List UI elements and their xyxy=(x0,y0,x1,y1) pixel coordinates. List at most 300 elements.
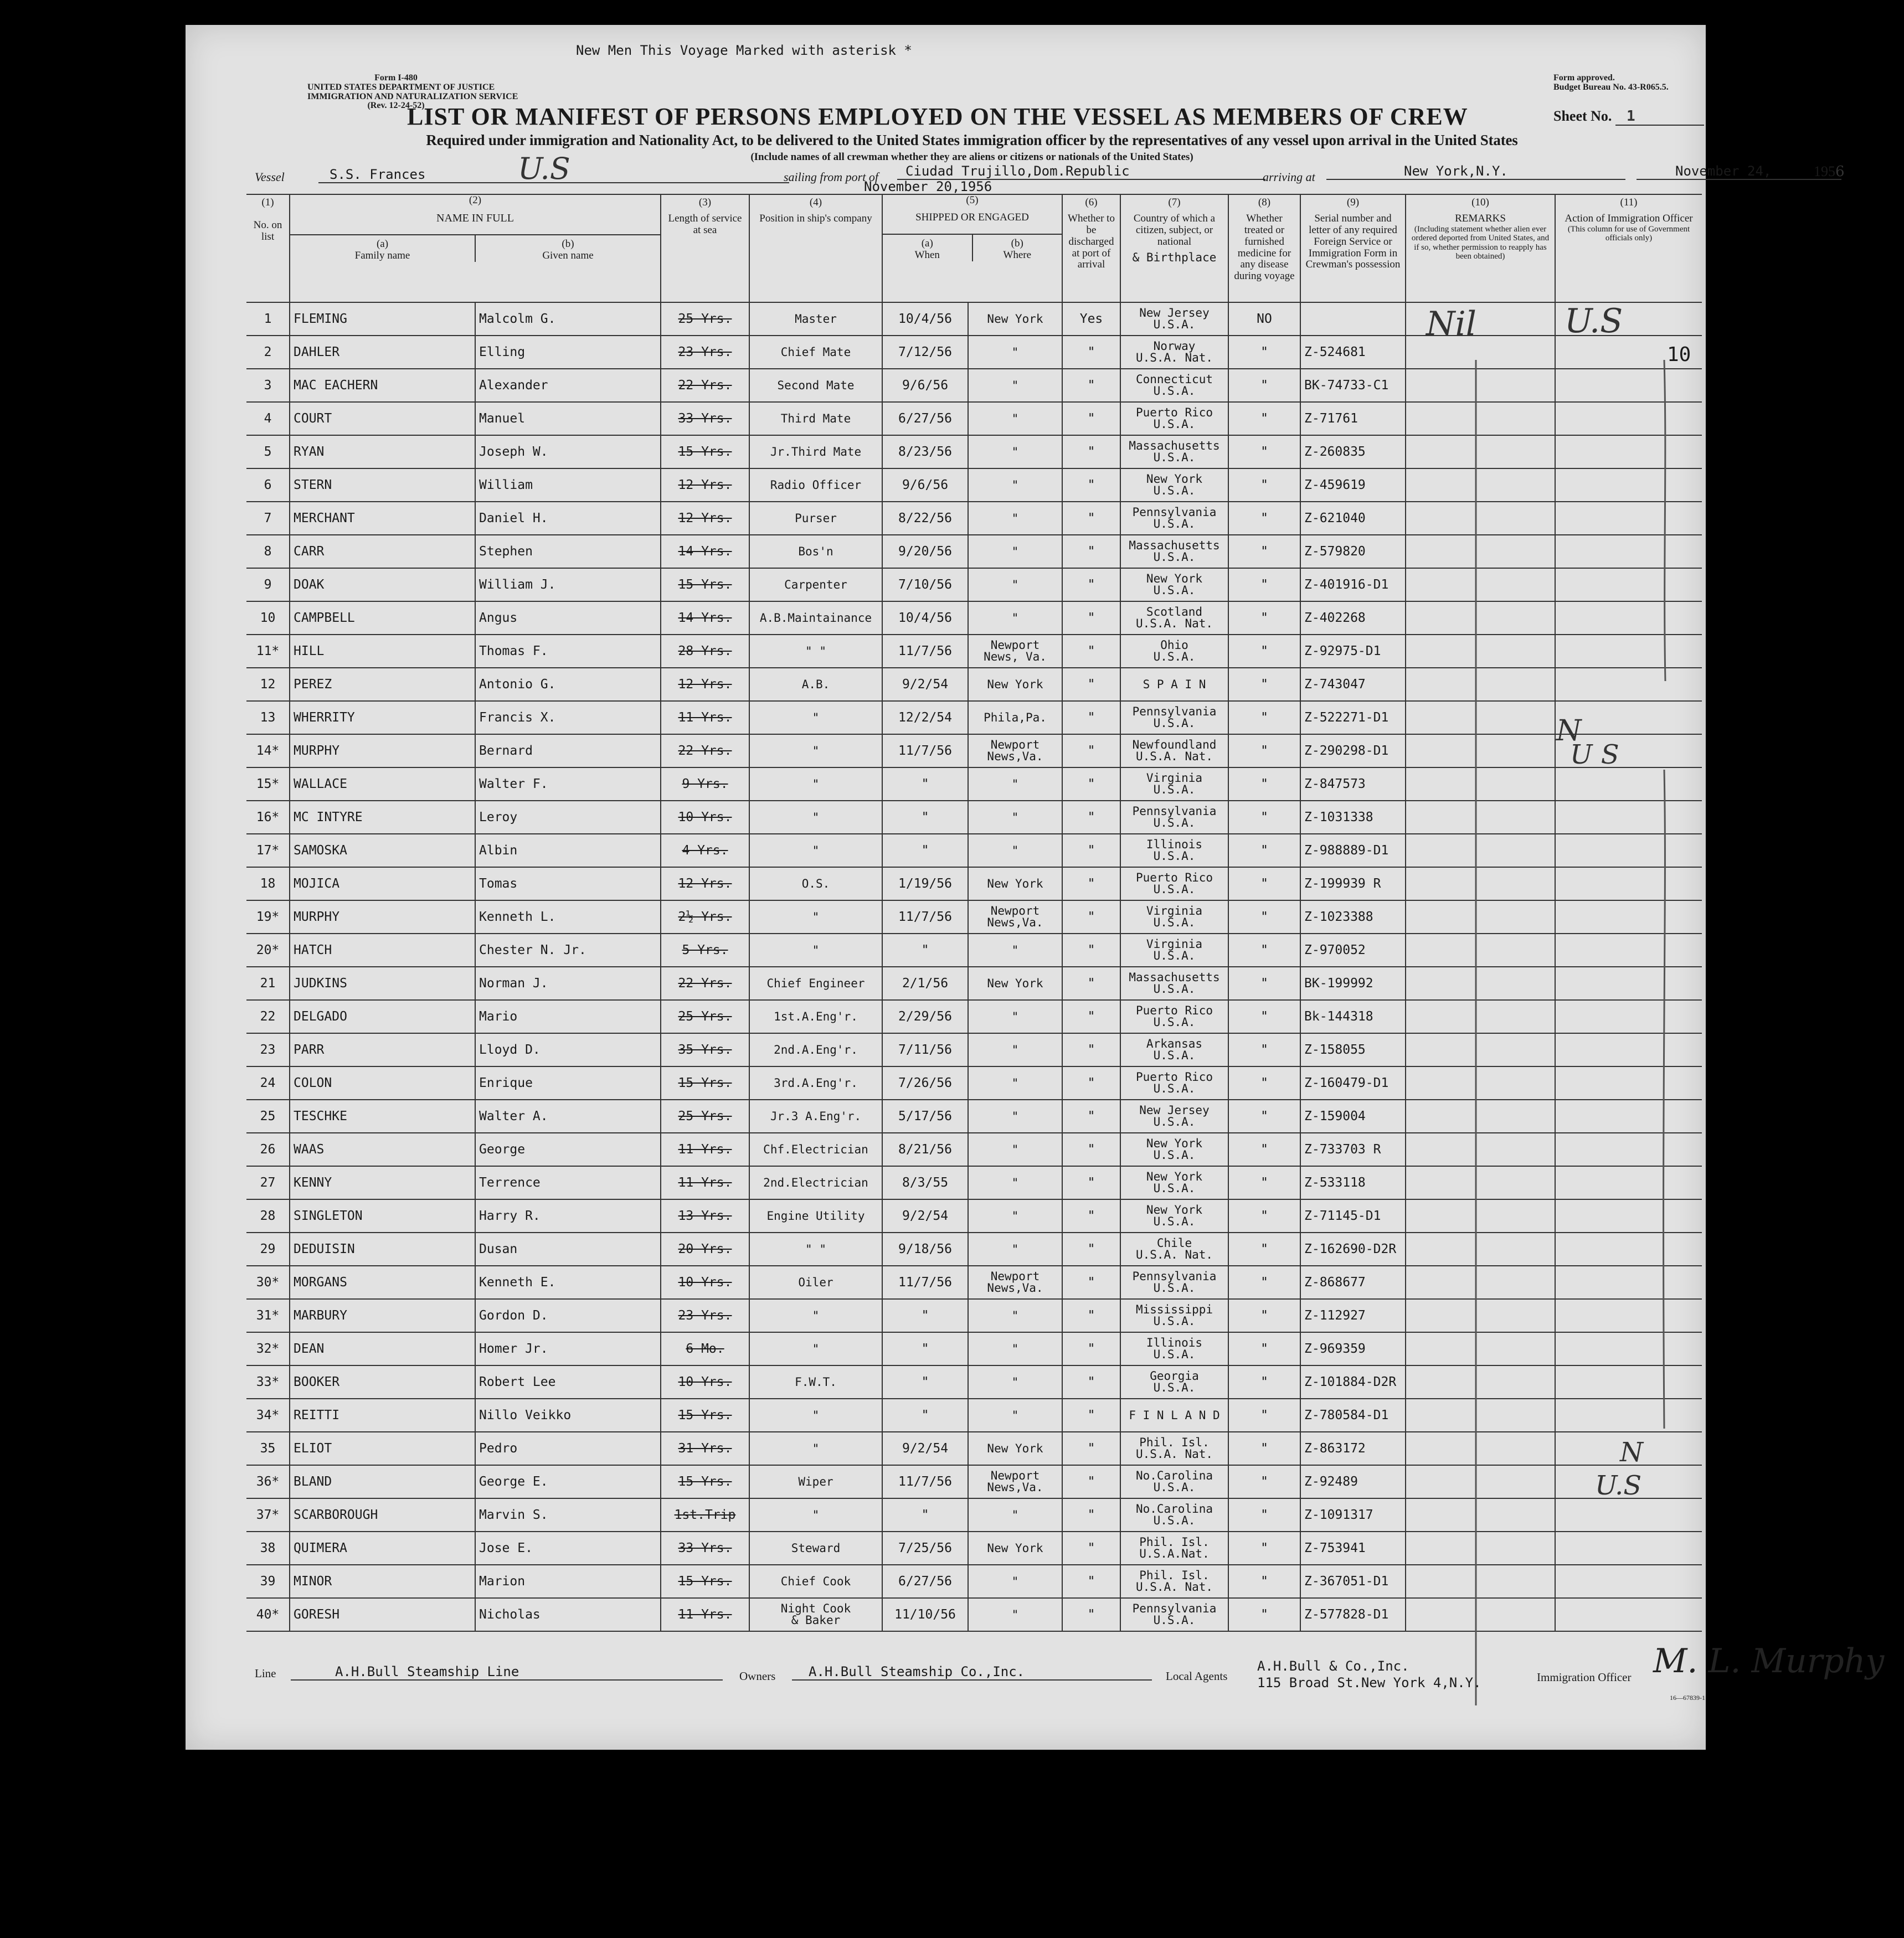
year-suffix: 6 xyxy=(1835,163,1845,180)
include-note: (Include names of all crewman whether they are aliens or citizens or nationals of the United States) xyxy=(750,151,1193,163)
discharge-flag: " xyxy=(1062,1033,1120,1066)
country-birthplace: Virginia U.S.A. xyxy=(1120,767,1228,801)
col-number-7: (7) xyxy=(1168,197,1181,208)
treated-flag: " xyxy=(1228,402,1300,435)
country-birthplace: F I N L A N D xyxy=(1120,1399,1228,1432)
country-birthplace: Massachusetts U.S.A. xyxy=(1120,435,1228,468)
agents-label: Local Agents xyxy=(1166,1669,1228,1683)
vessel-label: Vessel xyxy=(255,170,285,184)
shipped-when: 2/1/56 xyxy=(882,967,968,1000)
family-name: COLON xyxy=(290,1066,475,1100)
family-name: DAHLER xyxy=(290,336,475,369)
country-birthplace: Puerto Rico U.S.A. xyxy=(1120,402,1228,435)
header-when-label: When xyxy=(914,249,940,261)
length-of-service: 28 Yrs. xyxy=(661,635,749,668)
length-of-service: 15 Yrs. xyxy=(661,1399,749,1432)
n-low-handwritten: N xyxy=(1620,1437,1643,1468)
discharge-flag: " xyxy=(1062,734,1120,767)
family-name: BOOKER xyxy=(290,1365,475,1399)
length-of-service: 15 Yrs. xyxy=(661,435,749,468)
shipped-when: " xyxy=(882,1399,968,1432)
col-number-3: (3) xyxy=(698,197,712,208)
shipped-when: 11/7/56 xyxy=(882,900,968,934)
position: Jr.3 A.Eng'r. xyxy=(749,1100,882,1133)
header-length-label: Length of service at sea xyxy=(668,212,742,236)
given-name: Antonio G. xyxy=(475,668,661,701)
serial-number: Z-577828-D1 xyxy=(1300,1598,1406,1631)
position: " xyxy=(749,1432,882,1465)
treated-flag: " xyxy=(1228,1432,1300,1465)
family-name: MURPHY xyxy=(290,734,475,767)
row-number: 39 xyxy=(246,1565,290,1598)
serial-number: Z-71761 xyxy=(1300,402,1406,435)
print-code: 16—67839-1 xyxy=(1670,1694,1705,1702)
family-name: MARBURY xyxy=(290,1299,475,1332)
position: " xyxy=(749,1399,882,1432)
arriving-port: New York,N.Y. xyxy=(1326,163,1625,180)
position: Carpenter xyxy=(749,568,882,601)
col-number-6: (6) xyxy=(1085,197,1098,208)
shipped-when: 11/7/56 xyxy=(882,734,968,767)
shipped-where: Phila,Pa. xyxy=(968,701,1062,734)
header-no xyxy=(246,194,290,302)
serial-number: Z-621040 xyxy=(1300,502,1406,535)
sailing-label: sailing from port of xyxy=(784,170,878,184)
position: 2nd.Electrician xyxy=(749,1166,882,1199)
length-of-service: 12 Yrs. xyxy=(661,668,749,701)
treated-flag: " xyxy=(1228,635,1300,668)
country-birthplace: New York U.S.A. xyxy=(1120,468,1228,502)
shipped-when: 9/2/54 xyxy=(882,1432,968,1465)
country-birthplace: Illinois U.S.A. xyxy=(1120,1332,1228,1365)
shipped-where: New York xyxy=(968,967,1062,1000)
position: Wiper xyxy=(749,1465,882,1498)
treated-flag: " xyxy=(1228,1033,1300,1066)
shipped-when: " xyxy=(882,1498,968,1532)
given-name: Alexander xyxy=(475,369,661,402)
country-birthplace: Illinois U.S.A. xyxy=(1120,834,1228,867)
length-of-service: 22 Yrs. xyxy=(661,967,749,1000)
header-given xyxy=(476,235,660,262)
country-birthplace: Chile U.S.A. Nat. xyxy=(1120,1233,1228,1266)
given-name: Nillo Veikko xyxy=(475,1399,661,1432)
length-of-service: 12 Yrs. xyxy=(661,502,749,535)
position: Chief Mate xyxy=(749,336,882,369)
family-name: WALLACE xyxy=(290,767,475,801)
header-no-label: No. on list xyxy=(253,219,282,243)
serial-number: Z-199939 R xyxy=(1300,867,1406,900)
remarks-nil-handwritten: Nil xyxy=(1426,305,1476,343)
serial-number: Z-847573 xyxy=(1300,767,1406,801)
position: " xyxy=(749,900,882,934)
family-name: WHERRITY xyxy=(290,701,475,734)
discharge-flag: " xyxy=(1062,1498,1120,1532)
position: " xyxy=(749,1299,882,1332)
family-name: GORESH xyxy=(290,1598,475,1631)
country-birthplace: New Jersey U.S.A. xyxy=(1120,1100,1228,1133)
position: Chief Engineer xyxy=(749,967,882,1000)
year-prefix: 195 xyxy=(1814,163,1835,179)
serial-number: Z-162690-D2R xyxy=(1300,1233,1406,1266)
position: " xyxy=(749,834,882,867)
shipped-where: " xyxy=(968,1100,1062,1133)
position: Purser xyxy=(749,502,882,535)
discharge-flag: " xyxy=(1062,934,1120,967)
shipped-where: " xyxy=(968,767,1062,801)
shipped-where: " xyxy=(968,435,1062,468)
row-number: 14* xyxy=(246,734,290,767)
country-birthplace: Phil. Isl. U.S.A. Nat. xyxy=(1120,1432,1228,1465)
discharge-flag: " xyxy=(1062,601,1120,635)
shipped-where: " xyxy=(968,1332,1062,1365)
header-remarks-label: REMARKS xyxy=(1455,212,1506,224)
budget-bureau-number: Budget Bureau No. 43-R065.5. xyxy=(1553,82,1669,92)
given-name: Nicholas xyxy=(475,1598,661,1631)
shipped-when: " xyxy=(882,801,968,834)
country-birthplace: Norway U.S.A. Nat. xyxy=(1120,336,1228,369)
header-family xyxy=(290,235,476,262)
length-of-service: 10 Yrs. xyxy=(661,1266,749,1299)
given-name: Marvin S. xyxy=(475,1498,661,1532)
row-number: 10 xyxy=(246,601,290,635)
shipped-where: New York xyxy=(968,668,1062,701)
shipped-when: 10/4/56 xyxy=(882,302,968,336)
given-name: Gordon D. xyxy=(475,1299,661,1332)
treated-flag: " xyxy=(1228,1000,1300,1033)
treated-flag: " xyxy=(1228,801,1300,834)
agents-line-2: 115 Broad St.New York 4,N.Y. xyxy=(1257,1675,1481,1690)
given-name: Tomas xyxy=(475,867,661,900)
length-of-service: 22 Yrs. xyxy=(661,734,749,767)
family-name: HATCH xyxy=(290,934,475,967)
given-name: Harry R. xyxy=(475,1199,661,1233)
row-number: 33* xyxy=(246,1365,290,1399)
country-birthplace: Newfoundland U.S.A. Nat. xyxy=(1120,734,1228,767)
position: A.B. xyxy=(749,668,882,701)
shipped-where: " xyxy=(968,1133,1062,1166)
country-birthplace: Puerto Rico U.S.A. xyxy=(1120,1066,1228,1100)
row-number: 28 xyxy=(246,1199,290,1233)
treated-flag: " xyxy=(1228,967,1300,1000)
discharge-flag: " xyxy=(1062,336,1120,369)
us-low-handwritten: U.S xyxy=(1595,1470,1642,1501)
shipped-where: Newport News,Va. xyxy=(968,1266,1062,1299)
treated-flag: " xyxy=(1228,502,1300,535)
family-name: RYAN xyxy=(290,435,475,468)
shipped-where: Newport News, Va. xyxy=(968,635,1062,668)
country-birthplace: New York U.S.A. xyxy=(1120,1133,1228,1166)
row-number: 21 xyxy=(246,967,290,1000)
country-birthplace: Massachusetts U.S.A. xyxy=(1120,535,1228,568)
given-name: Dusan xyxy=(475,1233,661,1266)
country-birthplace: Pennsylvania U.S.A. xyxy=(1120,1598,1228,1631)
discharge-flag: " xyxy=(1062,1598,1120,1631)
sheet-number-block xyxy=(1553,108,1704,126)
col-number-9: (9) xyxy=(1346,197,1360,208)
country-birthplace: Georgia U.S.A. xyxy=(1120,1365,1228,1399)
agents-line-1: A.H.Bull & Co.,Inc. xyxy=(1257,1658,1409,1674)
length-of-service: 23 Yrs. xyxy=(661,336,749,369)
length-of-service: 25 Yrs. xyxy=(661,302,749,336)
length-of-service: 33 Yrs. xyxy=(661,402,749,435)
shipped-when: 8/21/56 xyxy=(882,1133,968,1166)
document-subtitle: Required under immigration and Nationality Act, to be delivered to the United States immigration officer by the representatives of any vessel upon arrival in the United States xyxy=(426,132,1518,148)
shipped-where: " xyxy=(968,535,1062,568)
treated-flag: " xyxy=(1228,767,1300,801)
length-of-service: 10 Yrs. xyxy=(661,801,749,834)
row-number: 35 xyxy=(246,1432,290,1465)
treated-flag: " xyxy=(1228,535,1300,568)
length-of-service: 14 Yrs. xyxy=(661,601,749,635)
discharge-flag: " xyxy=(1062,502,1120,535)
row-number: 32* xyxy=(246,1332,290,1365)
length-of-service: 11 Yrs. xyxy=(661,701,749,734)
country-birthplace: New York U.S.A. xyxy=(1120,568,1228,601)
header-position xyxy=(749,194,882,302)
family-name: DEDUISIN xyxy=(290,1233,475,1266)
length-of-service: 11 Yrs. xyxy=(661,1166,749,1199)
discharge-flag: " xyxy=(1062,900,1120,934)
header-shipped-label: SHIPPED OR ENGAGED xyxy=(915,211,1029,223)
given-name: Angus xyxy=(475,601,661,635)
given-name: George E. xyxy=(475,1465,661,1498)
treated-flag: " xyxy=(1228,734,1300,767)
country-birthplace: Pennsylvania U.S.A. xyxy=(1120,502,1228,535)
serial-number: Z-524681 xyxy=(1300,336,1406,369)
treated-flag: " xyxy=(1228,1498,1300,1532)
discharge-flag: " xyxy=(1062,1100,1120,1133)
col-number-2: (2) xyxy=(469,194,482,206)
given-name: Daniel H. xyxy=(475,502,661,535)
row-number: 24 xyxy=(246,1066,290,1100)
given-name: Leroy xyxy=(475,801,661,834)
country-birthplace: Virginia U.S.A. xyxy=(1120,934,1228,967)
row-number: 23 xyxy=(246,1033,290,1066)
shipped-where: " xyxy=(968,1233,1062,1266)
serial-number: Z-260835 xyxy=(1300,435,1406,468)
family-name: ELIOT xyxy=(290,1432,475,1465)
treated-flag: " xyxy=(1228,1199,1300,1233)
header-when-letter: (a) xyxy=(921,237,933,249)
shipped-where: " xyxy=(968,1199,1062,1233)
row-number: 27 xyxy=(246,1166,290,1199)
treated-flag: " xyxy=(1228,601,1300,635)
col-number-10: (10) xyxy=(1471,197,1489,208)
serial-number: Z-868677 xyxy=(1300,1266,1406,1299)
position: 1st.A.Eng'r. xyxy=(749,1000,882,1033)
position: " xyxy=(749,734,882,767)
treated-flag: " xyxy=(1228,1266,1300,1299)
shipped-where: " xyxy=(968,1565,1062,1598)
header-action xyxy=(1555,194,1702,302)
row-number: 2 xyxy=(246,336,290,369)
treated-flag: " xyxy=(1228,468,1300,502)
shipped-where: " xyxy=(968,568,1062,601)
given-name: Bernard xyxy=(475,734,661,767)
length-of-service: 20 Yrs. xyxy=(661,1233,749,1266)
shipped-when: 7/26/56 xyxy=(882,1066,968,1100)
row-number: 37* xyxy=(246,1498,290,1532)
length-of-service: 15 Yrs. xyxy=(661,1066,749,1100)
given-name: Enrique xyxy=(475,1066,661,1100)
remarks-continuation-line xyxy=(1459,349,1493,1733)
serial-number: BK-199992 xyxy=(1300,967,1406,1000)
country-birthplace: Connecticut U.S.A. xyxy=(1120,369,1228,402)
position: 2nd.A.Eng'r. xyxy=(749,1033,882,1066)
serial-number: Z-1091317 xyxy=(1300,1498,1406,1532)
given-name: Homer Jr. xyxy=(475,1332,661,1365)
shipped-when: " xyxy=(882,834,968,867)
length-of-service: 25 Yrs. xyxy=(661,1100,749,1133)
shipped-where: " xyxy=(968,502,1062,535)
header-position-label: Position in ship's company xyxy=(759,212,872,224)
shipped-when: 11/7/56 xyxy=(882,635,968,668)
country-birthplace: Mississippi U.S.A. xyxy=(1120,1299,1228,1332)
serial-number: Z-970052 xyxy=(1300,934,1406,967)
given-name: Malcolm G. xyxy=(475,302,661,336)
length-of-service: 15 Yrs. xyxy=(661,1465,749,1498)
arrival-date: November 24, xyxy=(1675,163,1772,179)
row-number: 11* xyxy=(246,635,290,668)
serial-number xyxy=(1300,302,1406,336)
shipped-where: Newport News,Va. xyxy=(968,1465,1062,1498)
shipped-where: " xyxy=(968,1166,1062,1199)
length-of-service: 35 Yrs. xyxy=(661,1033,749,1066)
serial-number: Z-401916-D1 xyxy=(1300,568,1406,601)
serial-number: Z-579820 xyxy=(1300,535,1406,568)
position: A.B.Maintainance xyxy=(749,601,882,635)
family-name: CAMPBELL xyxy=(290,601,475,635)
discharge-flag: " xyxy=(1062,668,1120,701)
discharge-flag: " xyxy=(1062,1166,1120,1199)
n-mid-handwritten: N xyxy=(1556,714,1582,748)
given-name: Elling xyxy=(475,336,661,369)
given-name: Marion xyxy=(475,1565,661,1598)
position: F.W.T. xyxy=(749,1365,882,1399)
shipped-when: 12/2/54 xyxy=(882,701,968,734)
position: " xyxy=(749,934,882,967)
row-number: 36* xyxy=(246,1465,290,1498)
shipped-when: 7/10/56 xyxy=(882,568,968,601)
discharge-flag: " xyxy=(1062,1332,1120,1365)
header-birthplace: & Birthplace xyxy=(1132,250,1217,264)
treated-flag: NO xyxy=(1228,302,1300,336)
shipped-when: 1/19/56 xyxy=(882,867,968,900)
given-name: William J. xyxy=(475,568,661,601)
family-name: MERCHANT xyxy=(290,502,475,535)
treated-flag: " xyxy=(1228,336,1300,369)
given-name: Pedro xyxy=(475,1432,661,1465)
row-number: 31* xyxy=(246,1299,290,1332)
serial-number: Z-71145-D1 xyxy=(1300,1199,1406,1233)
position: " " xyxy=(749,1233,882,1266)
length-of-service: 10 Yrs. xyxy=(661,1365,749,1399)
shipped-where: New York xyxy=(968,1432,1062,1465)
country-birthplace: Phil. Isl. U.S.A.Nat. xyxy=(1120,1532,1228,1565)
header-country xyxy=(1120,194,1228,302)
discharge-flag: " xyxy=(1062,568,1120,601)
discharge-flag: " xyxy=(1062,834,1120,867)
family-name: MAC EACHERN xyxy=(290,369,475,402)
length-of-service: 13 Yrs. xyxy=(661,1199,749,1233)
row-number: 1 xyxy=(246,302,290,336)
discharge-flag: " xyxy=(1062,1266,1120,1299)
treated-flag: " xyxy=(1228,701,1300,734)
country-birthplace: Phil. Isl. U.S.A. Nat. xyxy=(1120,1565,1228,1598)
col-number-8: (8) xyxy=(1258,197,1271,208)
service-name: IMMIGRATION AND NATURALIZATION SERVICE xyxy=(307,91,518,101)
country-birthplace: New York U.S.A. xyxy=(1120,1166,1228,1199)
position: " xyxy=(749,1332,882,1365)
col-number-1: (1) xyxy=(261,197,274,208)
form-approved: Form approved. xyxy=(1553,73,1615,83)
table-row xyxy=(246,302,1702,336)
discharge-flag: " xyxy=(1062,1133,1120,1166)
position: Second Mate xyxy=(749,369,882,402)
serial-number: Z-863172 xyxy=(1300,1432,1406,1465)
serial-number: Z-402268 xyxy=(1300,601,1406,635)
shipped-where: " xyxy=(968,1365,1062,1399)
header-name-label: NAME IN FULL xyxy=(436,212,514,224)
family-name: WAAS xyxy=(290,1133,475,1166)
family-name: PEREZ xyxy=(290,668,475,701)
header-name-in-full xyxy=(290,194,661,302)
header-action-note: (This column for use of Government officials only) xyxy=(1567,224,1690,243)
discharge-flag: Yes xyxy=(1062,302,1120,336)
country-birthplace: Pennsylvania U.S.A. xyxy=(1120,701,1228,734)
family-name: SAMOSKA xyxy=(290,834,475,867)
row-number: 25 xyxy=(246,1100,290,1133)
position: 3rd.A.Eng'r. xyxy=(749,1066,882,1100)
discharge-flag: " xyxy=(1062,1199,1120,1233)
row-number: 40* xyxy=(246,1598,290,1631)
header-remarks xyxy=(1406,194,1555,302)
owners-name: A.H.Bull Steamship Co.,Inc. xyxy=(792,1664,1152,1681)
country-birthplace: New Jersey U.S.A. xyxy=(1120,302,1228,336)
shipped-when: 11/7/56 xyxy=(882,1465,968,1498)
country-birthplace: No.Carolina U.S.A. xyxy=(1120,1465,1228,1498)
position: Jr.Third Mate xyxy=(749,435,882,468)
shipped-where: " xyxy=(968,1000,1062,1033)
header-family-label: Family name xyxy=(354,249,410,261)
family-name: FLEMING xyxy=(290,302,475,336)
length-of-service: 5 Yrs. xyxy=(661,934,749,967)
discharge-flag: " xyxy=(1062,1432,1120,1465)
discharge-flag: " xyxy=(1062,535,1120,568)
discharge-flag: " xyxy=(1062,1565,1120,1598)
length-of-service: 1st.Trip xyxy=(661,1498,749,1532)
family-name: DEAN xyxy=(290,1332,475,1365)
country-birthplace: Puerto Rico U.S.A. xyxy=(1120,1000,1228,1033)
sheet-number-label: Sheet No. xyxy=(1553,108,1612,124)
col-number-4: (4) xyxy=(809,197,822,208)
position: Steward xyxy=(749,1532,882,1565)
header-shipped-split xyxy=(883,234,1062,261)
family-name: TESCHKE xyxy=(290,1100,475,1133)
treated-flag: " xyxy=(1228,435,1300,468)
header-family-letter: (a) xyxy=(376,238,389,250)
treated-flag: " xyxy=(1228,1100,1300,1133)
shipped-when: 5/17/56 xyxy=(882,1100,968,1133)
row-number: 4 xyxy=(246,402,290,435)
given-name: William xyxy=(475,468,661,502)
shipped-when: " xyxy=(882,1365,968,1399)
given-name: Robert Lee xyxy=(475,1365,661,1399)
serial-number: Z-533118 xyxy=(1300,1166,1406,1199)
length-of-service: 2½ Yrs. xyxy=(661,900,749,934)
shipped-when: " xyxy=(882,1332,968,1365)
new-men-note: New Men This Voyage Marked with asterisk * xyxy=(576,43,912,58)
